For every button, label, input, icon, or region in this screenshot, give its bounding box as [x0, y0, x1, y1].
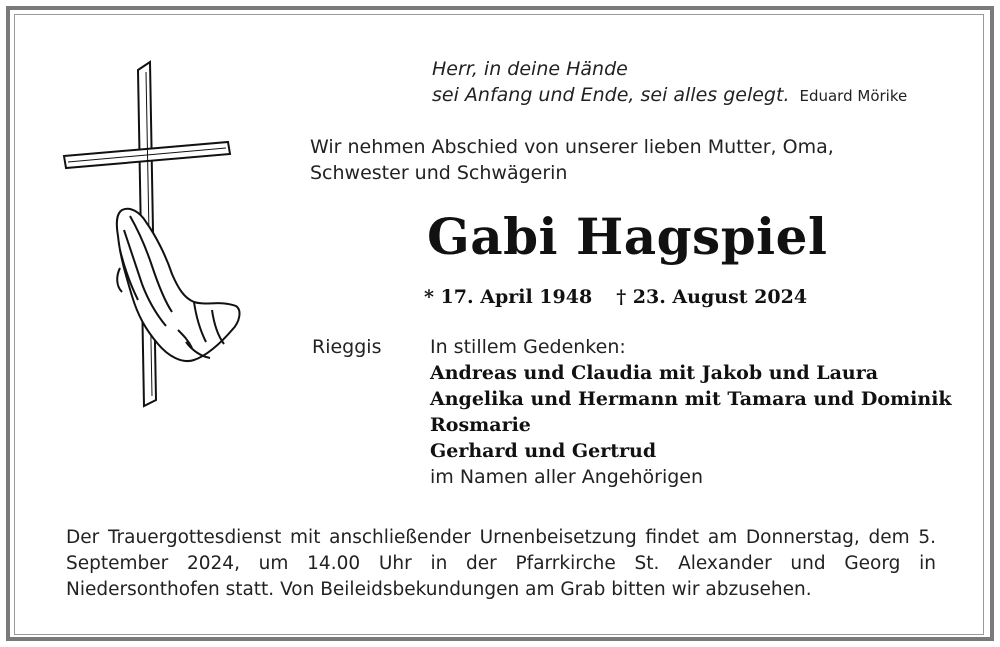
quote-line-2: [432, 82, 972, 109]
mourner-family: Angelika und Hermann mit Tamara und Dominik: [430, 388, 952, 410]
intro-line-1: Wir nehmen Abschied von unserer lieben Mutter, Oma,: [310, 136, 834, 158]
deceased-name: Gabi Hagspiel: [427, 207, 828, 266]
mourner-family: Rosmarie: [430, 414, 531, 436]
mourner-family: Andreas und Claudia mit Jakob und Laura: [430, 362, 879, 384]
quote-line-1: Herr, in deine Hände: [432, 58, 628, 80]
quote-line-2-text: sei Anfang und Ende, sei alles gelegt.: [432, 84, 790, 106]
mourners-heading: In stillem Gedenken:: [430, 336, 626, 358]
cross-with-praying-hands-icon: [60, 60, 250, 410]
quote-author: Eduard Mörike: [799, 87, 908, 105]
birth-date: * 17. April 1948: [424, 286, 593, 308]
mourners-closing: im Namen aller Angehörigen: [430, 466, 704, 488]
farewell-intro: [310, 134, 910, 186]
bible-quote: [432, 56, 972, 109]
life-dates: [424, 284, 924, 310]
intro-line-2: Schwester und Schwägerin: [310, 162, 568, 184]
mourners-list: [430, 334, 980, 490]
mourner-family: Gerhard und Gertrud: [430, 440, 657, 462]
funeral-service-notice: Der Trauergottesdienst mit anschließender Urnenbeisetzung findet am Donnerstag, dem 5. September 2024, um 14.00 Uhr in der Pfarrkirche St. Alexander und Georg in Niedersonthofen statt. Von Beileidsbekundungen am Grab bitten wir abzusehen.: [66, 527, 936, 600]
mourners-place: Rieggis: [312, 336, 382, 358]
death-date: † 23. August 2024: [616, 286, 808, 308]
